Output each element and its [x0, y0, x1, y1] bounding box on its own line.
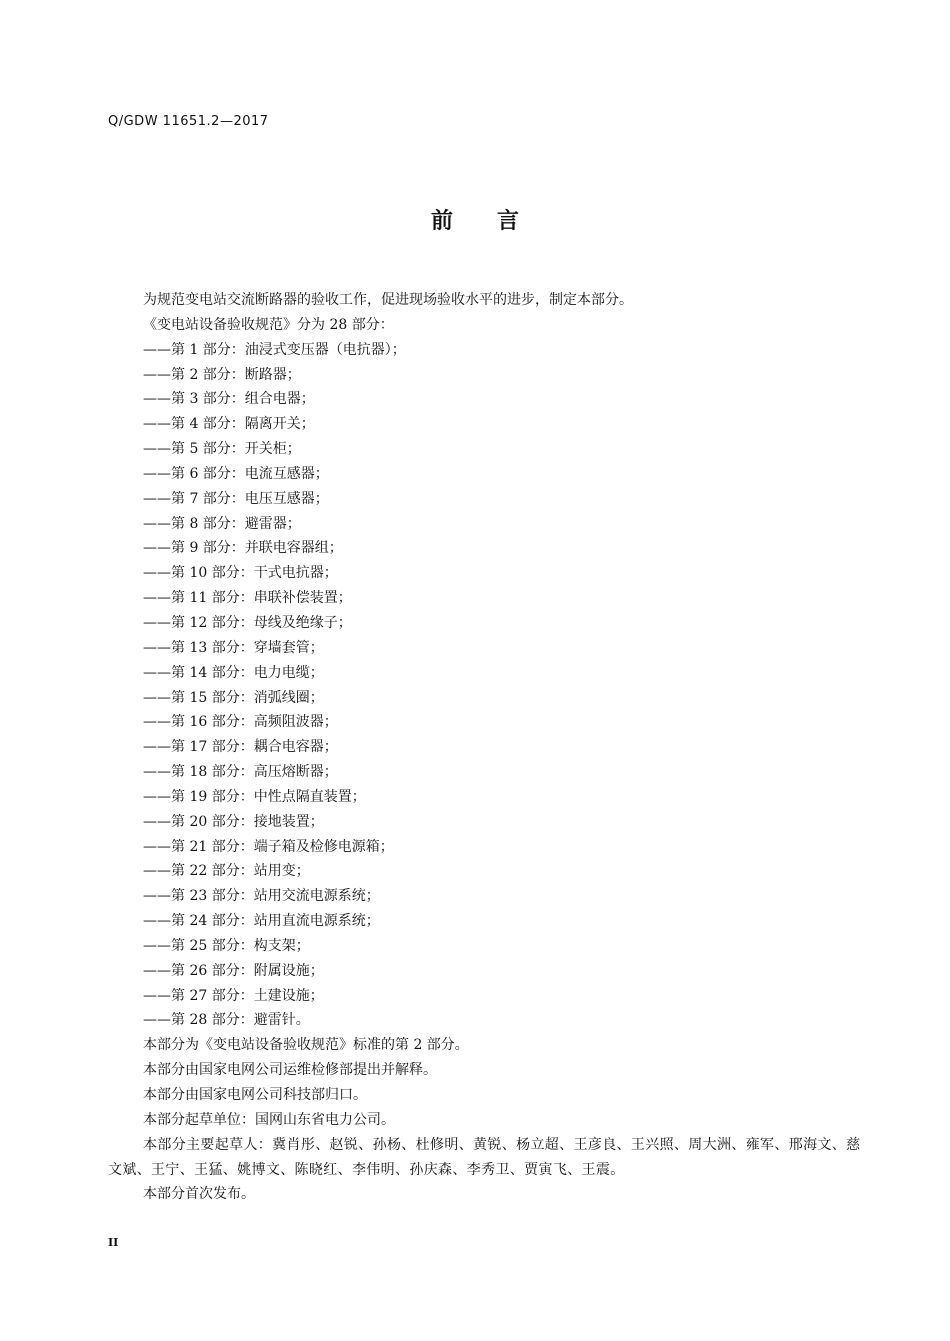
list-item: ——第 21 部分：端子箱及检修电源箱；: [143, 838, 394, 855]
list-item: ——第 18 部分：高压熔断器；: [143, 764, 338, 781]
intro-paragraph: 为规范变电站交流断路器的验收工作，促进现场验收水平的进步，制定本部分。: [143, 292, 633, 308]
list-item: ——第 8 部分：避雷器；: [143, 515, 301, 532]
list-item: ——第 17 部分：耦合电容器；: [143, 739, 338, 756]
list-item: ——第 28 部分：避雷针。: [143, 1012, 310, 1029]
document-code: Q/GDW 11651.2—2017: [108, 114, 269, 129]
list-item: ——第 7 部分：电压互感器；: [143, 490, 329, 507]
list-item: ——第 14 部分：电力电缆；: [143, 664, 324, 681]
list-item: ——第 1 部分：油浸式变压器（电抗器）；: [143, 341, 406, 358]
document-body: [108, 288, 863, 1207]
list-item: ——第 22 部分：站用变；: [143, 863, 310, 880]
drafters-paragraph: 本部分主要起草人：冀肖彤、赵锐、孙杨、杜修明、黄锐、杨立超、王彦良、王兴照、周大洲、雍军、邢海文、慈文斌、王宁、王猛、姚博文、陈晓红、李伟明、孙庆森、李秀卫、贾寅飞、王震。: [108, 1136, 861, 1178]
closing-paragraph: 本部分为《变电站设备验收规范》标准的第 2 部分。: [143, 1037, 469, 1054]
list-item: ——第 24 部分：站用直流电源系统；: [143, 913, 380, 930]
closing-paragraph: 本部分由国家电网公司科技部归口。: [143, 1087, 367, 1103]
list-item: ——第 16 部分：高频阻波器；: [143, 714, 338, 731]
list-item: ——第 23 部分：站用交流电源系统；: [143, 888, 380, 905]
list-item: ——第 5 部分：开关柜；: [143, 441, 301, 458]
list-item: ——第 19 部分：中性点隔直装置；: [143, 788, 366, 805]
list-item: ——第 12 部分：母线及绝缘子；: [143, 614, 352, 631]
list-item: ——第 10 部分：干式电抗器；: [143, 565, 338, 582]
page-title: 前言: [430, 209, 563, 234]
list-item: ——第 13 部分：穿墙套管；: [143, 639, 324, 656]
list-item: ——第 4 部分：隔离开关；: [143, 416, 315, 433]
list-item: ——第 2 部分：断路器；: [143, 366, 301, 383]
list-item: ——第 26 部分：附属设施；: [143, 962, 324, 979]
closing-paragraph: 本部分首次发布。: [143, 1186, 255, 1203]
list-item: ——第 6 部分：电流互感器；: [143, 465, 329, 482]
list-item: ——第 20 部分：接地装置；: [143, 813, 324, 830]
page-number: II: [108, 1236, 119, 1249]
list-item: ——第 27 部分：土建设施；: [143, 987, 324, 1004]
closing-paragraph: 本部分起草单位：国网山东省电力公司。: [143, 1111, 395, 1128]
list-item: ——第 3 部分：组合电器；: [143, 391, 315, 408]
list-item: ——第 25 部分：构支架；: [143, 937, 310, 954]
closing-paragraph: 本部分由国家电网公司运维检修部提出并解释。: [143, 1062, 437, 1079]
parts-list: [108, 338, 863, 1034]
list-item: ——第 9 部分：并联电容器组；: [143, 540, 343, 557]
intro-paragraph: 《变电站设备验收规范》分为 28 部分：: [143, 316, 394, 333]
list-item: ——第 15 部分：消弧线圈；: [143, 689, 324, 706]
list-item: ——第 11 部分：串联补偿装置；: [143, 590, 352, 607]
